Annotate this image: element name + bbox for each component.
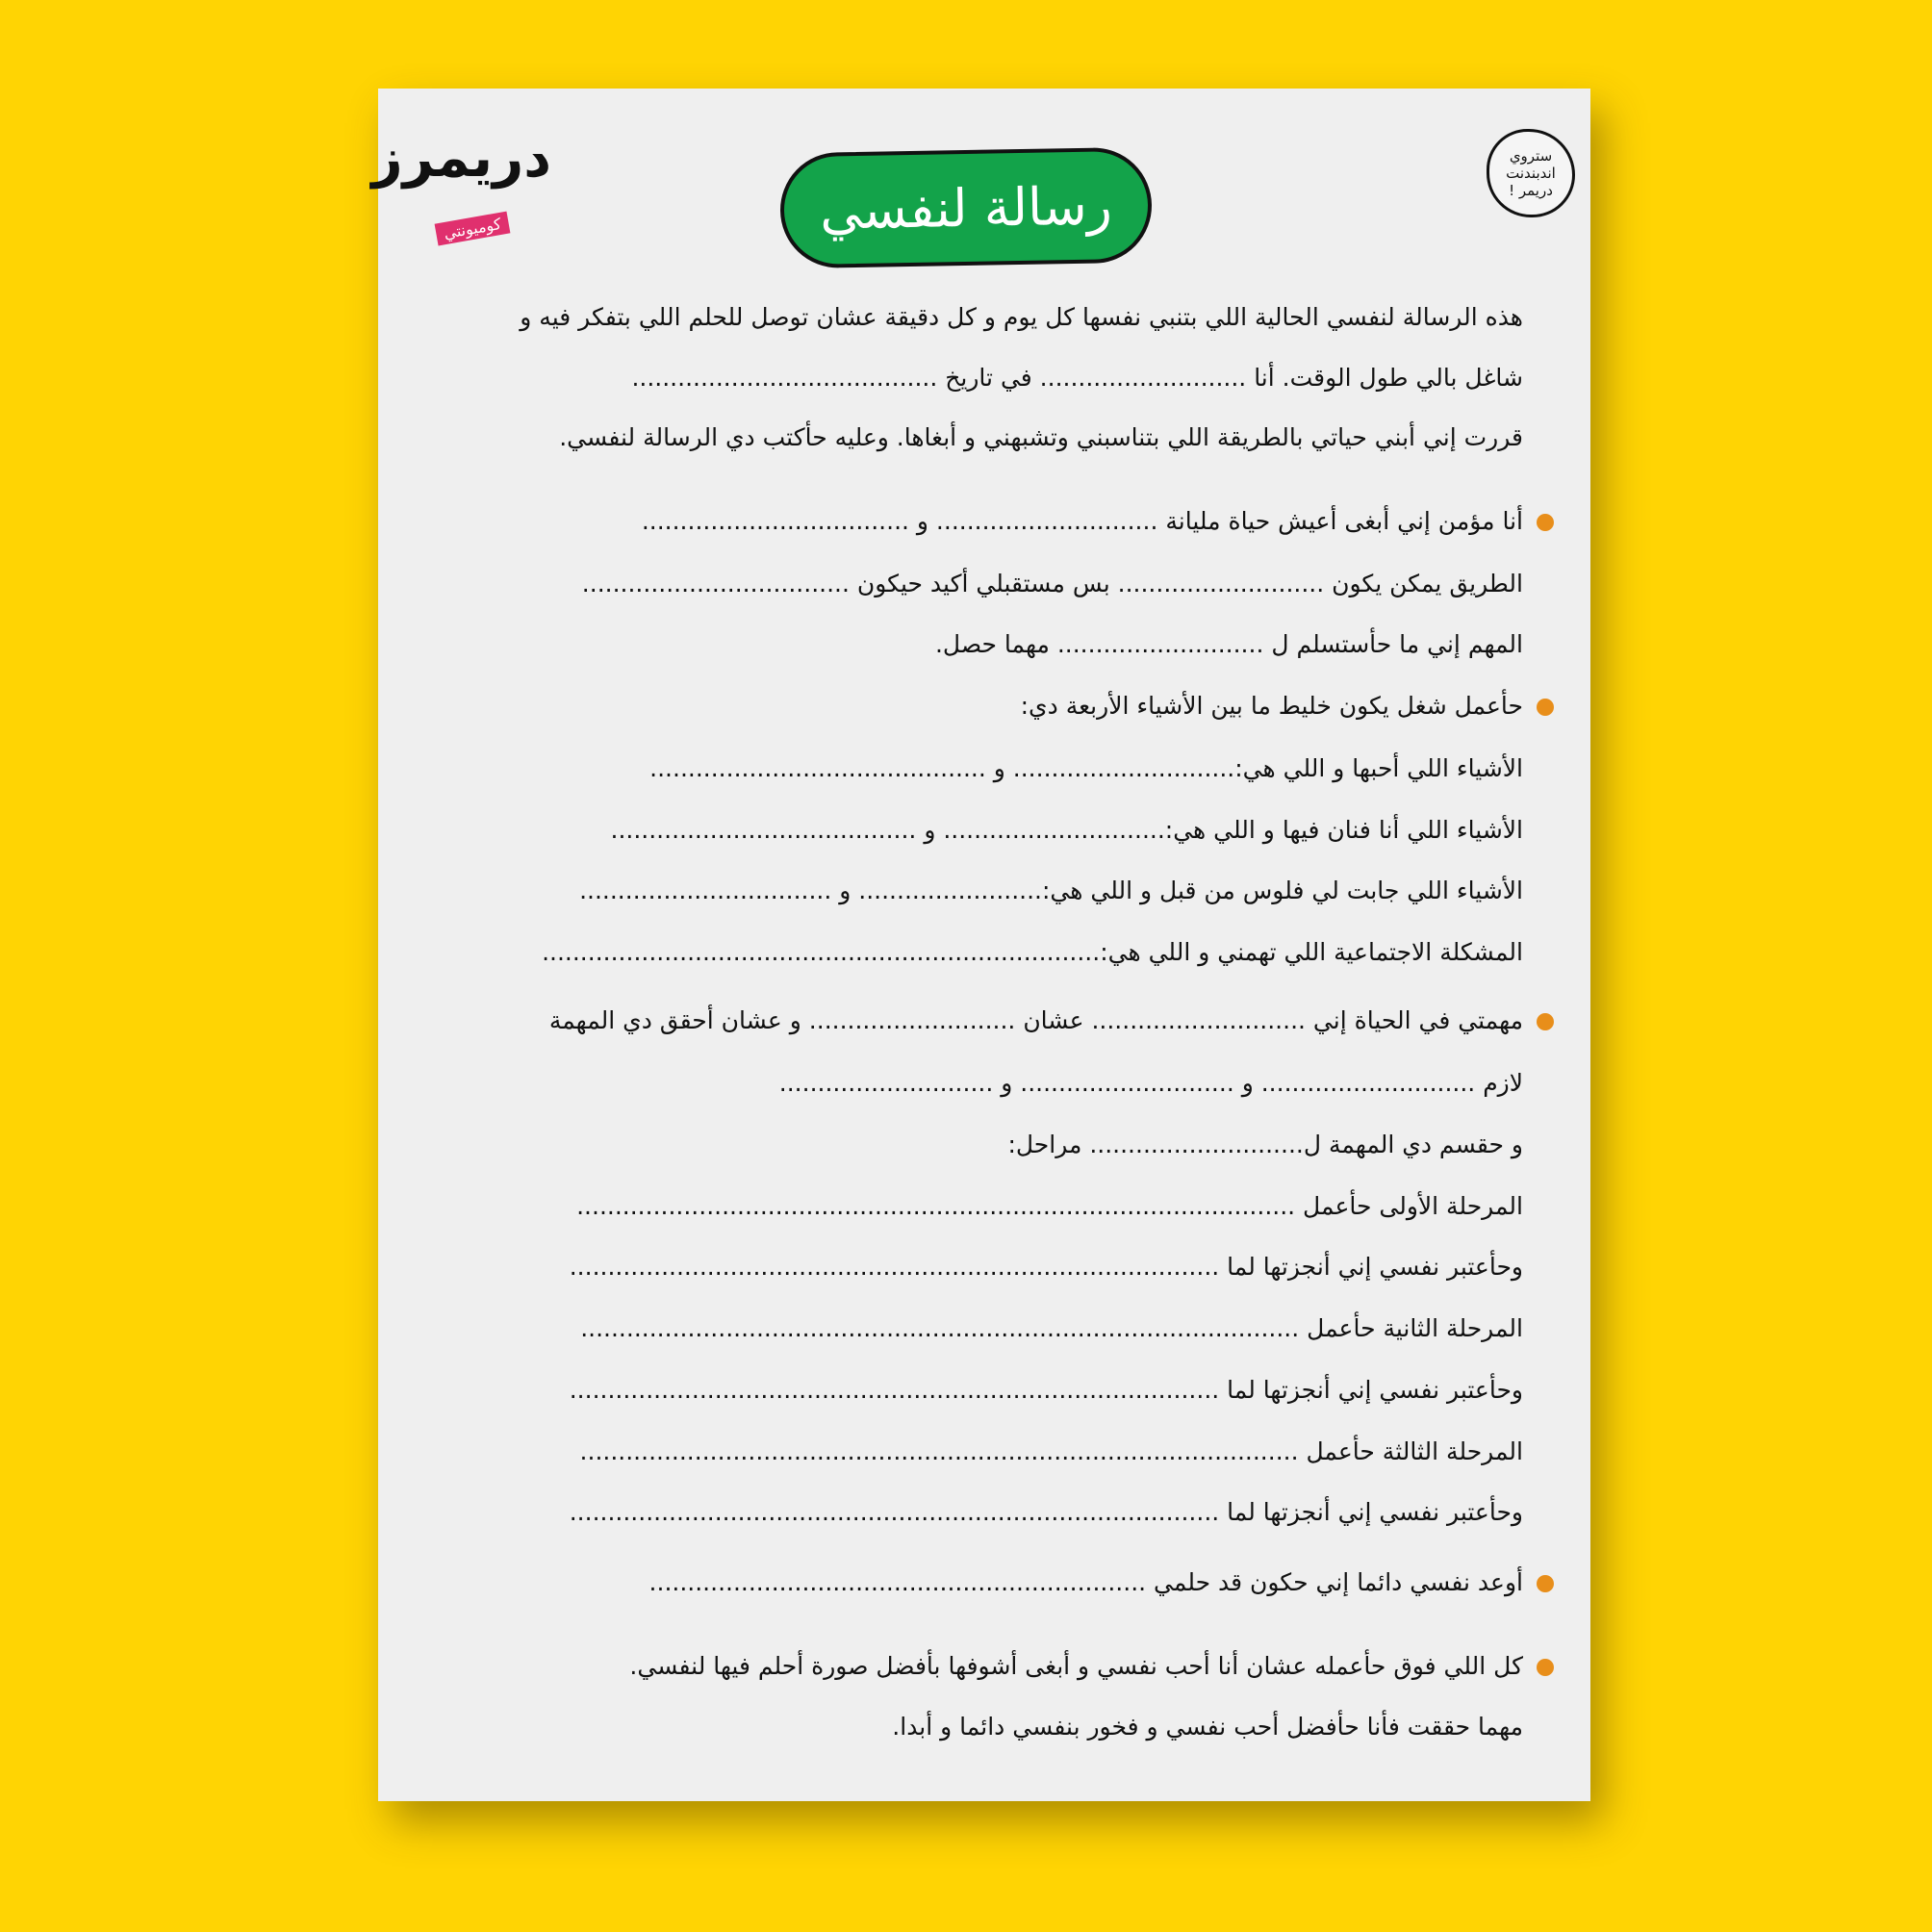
line-text: الطريق يمكن يكون ........................... بس مستقبلي أكيد حيكون ................................... xyxy=(581,570,1523,597)
letter-sheet xyxy=(371,89,1590,1801)
line-text: المهم إني ما حأستسلم ل ........................... مهما حصل. xyxy=(934,630,1523,658)
bulleted-line xyxy=(649,1563,1523,1602)
bullet-dot-icon xyxy=(1537,1659,1554,1676)
letter-line xyxy=(582,565,1523,603)
letter-line xyxy=(649,750,1523,788)
stamp-line-1: ستروي xyxy=(1509,147,1553,165)
line-text: مهما حققت فأنا حأفضل أحب نفسي و فخور بنفسي دائما و أبدا. xyxy=(892,1713,1523,1741)
page-title: رسالة لنفسي xyxy=(819,174,1113,242)
independent-dreamer-stamp xyxy=(1487,129,1575,217)
dreamers-logo xyxy=(371,127,561,243)
bullet-dot-icon xyxy=(1537,1575,1554,1592)
letter-line xyxy=(570,1248,1523,1286)
bullet-dot-icon xyxy=(1537,1013,1554,1030)
letter-line xyxy=(631,359,1523,397)
letter-line xyxy=(570,1371,1523,1410)
line-text: الأشياء اللي جابت لي فلوس من قبل و اللي هي:........................ و ................................. xyxy=(579,877,1523,904)
letter-line xyxy=(542,933,1523,972)
line-text: شاغل بالي طول الوقت. أنا ........................... في تاريخ ........................................ xyxy=(631,364,1523,392)
bulleted-line xyxy=(642,502,1523,541)
stamp-line-3: دريمر ! xyxy=(1509,182,1553,199)
line-text: الأشياء اللي أنا فنان فيها و اللي هي:............................. و ........................................ xyxy=(610,816,1523,844)
letter-line xyxy=(576,1187,1523,1226)
line-text: المشكلة الاجتماعية اللي تهمني و اللي هي:......................................................................... xyxy=(542,938,1523,966)
letter-line xyxy=(580,1309,1523,1348)
bulleted-line xyxy=(1021,687,1523,725)
letter-line xyxy=(611,811,1524,850)
bullet-dot-icon xyxy=(1537,514,1554,531)
line-text: مهمتي في الحياة إني ............................ عشان ........................... و عشان أحقق دي المهمة xyxy=(548,1006,1523,1034)
line-text: كل اللي فوق حأعمله عشان أنا أحب نفسي و أبغى أشوفها بأفضل صورة أحلم فيها لنفسي. xyxy=(629,1652,1523,1680)
letter-line xyxy=(570,1493,1523,1532)
stamp-line-2: اندبندنت xyxy=(1506,165,1556,182)
bulleted-line xyxy=(549,1002,1523,1040)
line-text: حأعمل شغل يكون خليط ما بين الأشياء الأربعة دي: xyxy=(1020,692,1523,720)
title-badge xyxy=(779,147,1153,269)
bulleted-line xyxy=(629,1647,1523,1686)
letter-line xyxy=(892,1708,1523,1746)
letter-line xyxy=(580,1433,1523,1471)
letter-line xyxy=(779,1064,1523,1103)
line-text: وحأعتبر نفسي إني أنجزتها لما ..................................................................................... xyxy=(569,1376,1523,1404)
logo-tag: كوميونتي xyxy=(435,212,511,246)
letter-line xyxy=(935,625,1523,664)
letter-line xyxy=(1007,1126,1523,1164)
bullet-dot-icon xyxy=(1537,699,1554,716)
line-text: هذه الرسالة لنفسي الحالية اللي بتنبي نفسها كل يوم و كل دقيقة عشان توصل للحلم اللي بتفكر فيه و xyxy=(520,303,1523,331)
line-text: المرحلة الأولى حأعمل .............................................................................................. xyxy=(576,1192,1523,1220)
line-text: أوعد نفسي دائما إني حكون قد حلمي ................................................................. xyxy=(648,1568,1523,1596)
line-text: المرحلة الثانية حأعمل .............................................................................................. xyxy=(580,1314,1523,1342)
letter-line xyxy=(579,872,1523,910)
line-text: لازم ............................ و ............................ و ............................ xyxy=(778,1069,1523,1097)
letter-line xyxy=(520,298,1523,337)
line-text: وحأعتبر نفسي إني أنجزتها لما ..................................................................................... xyxy=(569,1498,1523,1526)
line-text: المرحلة الثالثة حأعمل .............................................................................................. xyxy=(579,1437,1523,1465)
line-text: الأشياء اللي أحبها و اللي هي:............................. و ............................................ xyxy=(649,754,1523,782)
line-text: أنا مؤمن إني أبغى أعيش حياة مليانة ............................. و ................................... xyxy=(641,507,1523,535)
letter-line xyxy=(559,419,1523,457)
line-text: قررت إني أبني حياتي بالطريقة اللي بتناسبني وتشبهني و أبغاها. وعليه حأكتب دي الرسالة لنفسي. xyxy=(559,423,1523,451)
line-text: و حقسم دي المهمة ل............................ مراحل: xyxy=(1007,1131,1523,1158)
line-text: وحأعتبر نفسي إني أنجزتها لما ..................................................................................... xyxy=(569,1253,1523,1281)
logo-wordmark: دريمرز xyxy=(371,127,551,190)
